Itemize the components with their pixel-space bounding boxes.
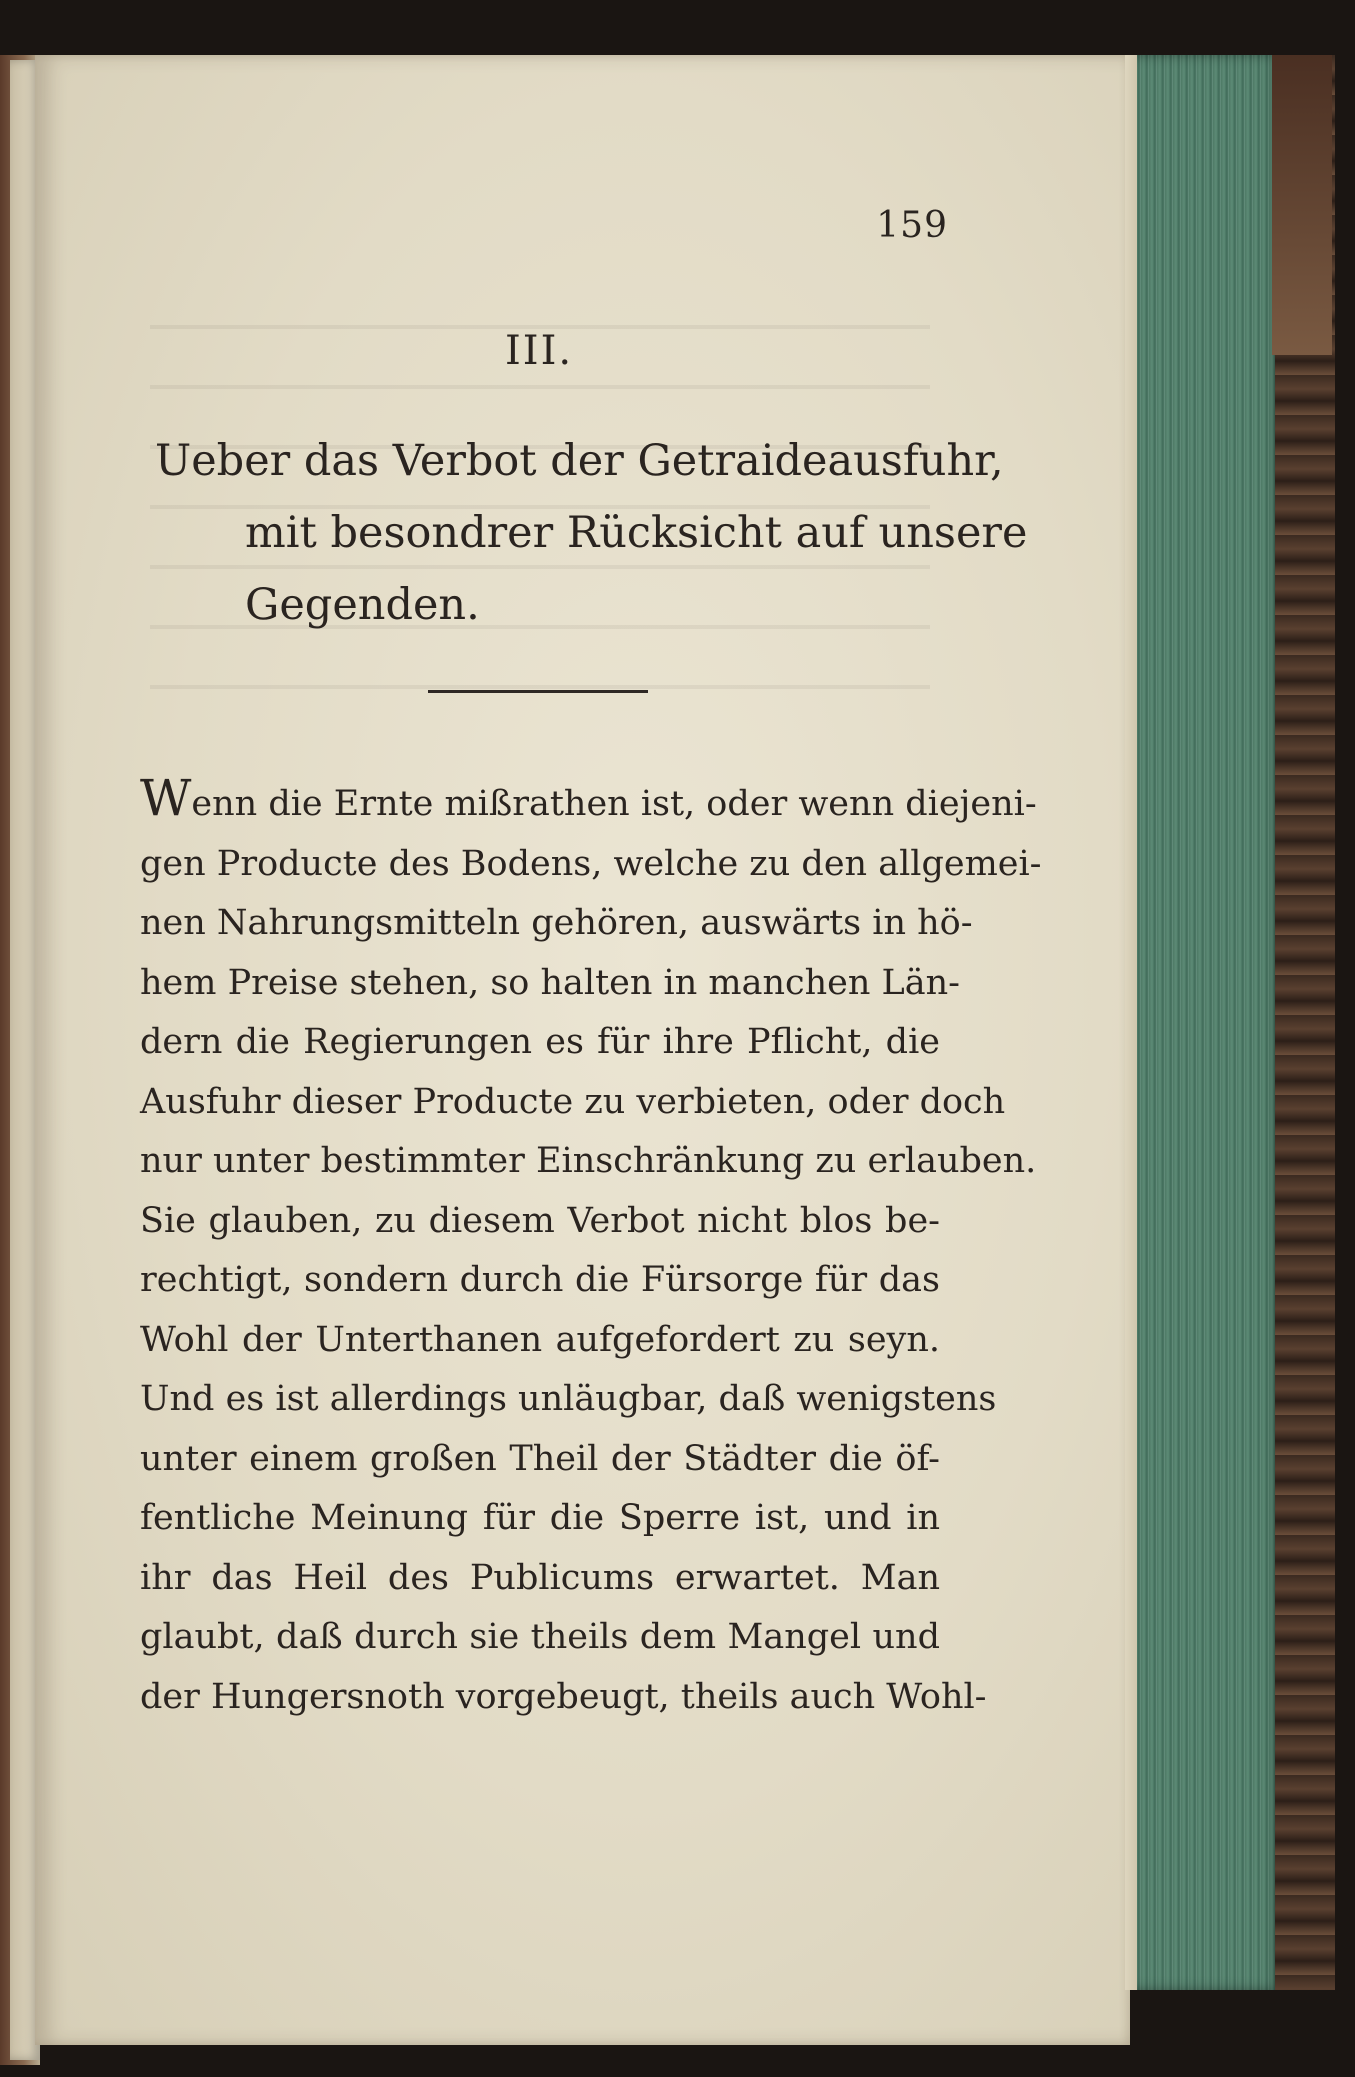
body-line: unter einem großen Theil der Städter die öf-	[140, 1438, 940, 1479]
book-cover-right-upper	[1272, 55, 1332, 355]
body-line: dern die Regierungen es für ihre Pflicht, die	[140, 1022, 940, 1062]
page-block-edges	[1125, 55, 1275, 1990]
title-line: mit besondrer Rücksicht auf unsere	[245, 508, 1028, 558]
body-line: nur unter bestimmter Einschränkung zu erlauben.	[140, 1141, 1037, 1181]
drop-cap: W	[140, 769, 192, 827]
body-line: Ausfuhr dieser Producte zu verbieten, oder doch	[140, 1081, 1006, 1122]
body-line: nen Nahrungsmitteln gehören, auswärts in hö-	[140, 903, 973, 943]
page-number: 159	[876, 205, 948, 246]
body-line-text: enn die Ernte mißrathen ist, oder wenn diejeni-	[191, 784, 1037, 824]
title-line: Ueber das Verbot der Getraideausfuhr,	[155, 436, 1004, 486]
body-line: ihr das Heil des Publicums erwartet. Man	[140, 1557, 940, 1598]
title-line: Gegenden.	[245, 580, 480, 630]
chapter-title	[155, 425, 1028, 641]
body-text	[140, 769, 1042, 1727]
body-line: Wohl der Unterthanen aufgefordert zu seyn.	[140, 1319, 940, 1360]
body-line-first	[140, 769, 1037, 835]
body-line: fentliche Meinung für die Sperre ist, und in	[140, 1498, 940, 1538]
title-separator-rule	[428, 690, 648, 693]
body-line: gen Producte des Bodens, welche zu den allgemei-	[140, 843, 1042, 884]
body-line: Sie glauben, zu diesem Verbot nicht blos be-	[140, 1200, 940, 1241]
body-line: rechtigt, sondern durch die Fürsorge für das	[140, 1260, 940, 1300]
body-line: Und es ist allerdings unläugbar, daß wenigstens	[140, 1379, 997, 1419]
section-number: III.	[505, 328, 574, 374]
body-line: glaubt, daß durch sie theils dem Mangel und	[140, 1617, 940, 1657]
body-line: hem Preise stehen, so halten in manchen Län-	[140, 962, 961, 1003]
body-line: der Hungersnoth vorgebeugt, theils auch Wohl-	[140, 1676, 987, 1717]
